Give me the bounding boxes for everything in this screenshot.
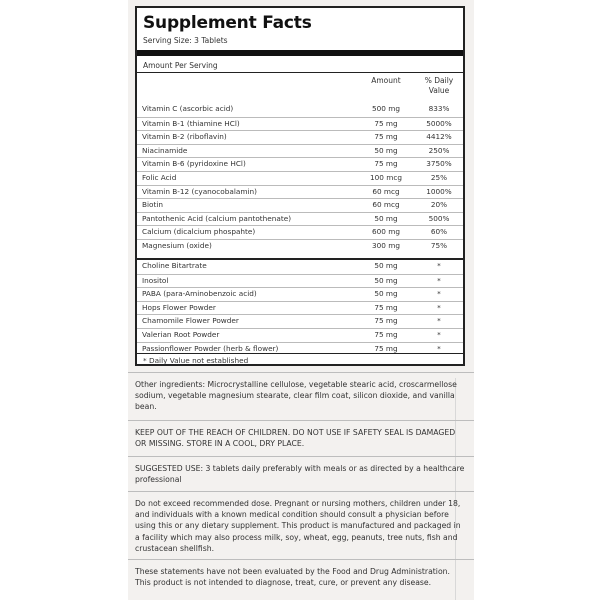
ingredient-daily-value: 250% — [428, 145, 450, 155]
ingredient-name: Vitamin B-12 (cyanocobalamin) — [142, 186, 257, 196]
ingredient-amount: 50 mg — [374, 275, 398, 285]
table-row — [137, 314, 463, 328]
ingredient-daily-value: 5000% — [426, 118, 452, 128]
ingredient-amount: 60 mcg — [372, 186, 400, 196]
ingredient-daily-value: * — [437, 289, 441, 299]
caution-text: Do not exceed recommended dose. Pregnant or nursing mothers, children under 18, and individuals with a known medical condition should consult a physician before using this or any dietary supplement. This product is manufactured and packaged in a facility which may also process milk, soy, wheat, egg, peanuts, tree nuts, fish and crustacean shellfish. — [135, 499, 461, 553]
ingredient-daily-value: * — [437, 316, 441, 326]
table-row — [137, 198, 463, 212]
table-row — [137, 301, 463, 315]
ingredient-name: Calcium (dicalcium phospahte) — [142, 227, 256, 237]
separator — [128, 456, 474, 457]
ingredient-name: Vitamin B-2 (riboflavin) — [142, 132, 227, 142]
ingredient-amount: 100 mcg — [370, 173, 402, 182]
serving-size: Serving Size: 3 Tablets — [143, 36, 228, 45]
ingredient-amount: 50 mg — [374, 289, 398, 299]
ingredient-amount: 75 mg — [374, 316, 398, 326]
ingredient-daily-value: * — [437, 330, 441, 339]
ingredient-daily-value: 500% — [428, 213, 450, 223]
panel-title: Supplement Facts — [143, 13, 312, 33]
ingredient-amount: 75 mg — [374, 159, 398, 169]
daily-value-footnote: * Daily Value not established — [143, 356, 249, 365]
table-row — [137, 328, 463, 342]
ingredient-amount: 50 mg — [374, 213, 398, 223]
table-row — [137, 274, 463, 288]
separator — [128, 420, 474, 421]
daily-value-header-line1: % Daily — [424, 76, 454, 85]
ingredient-name: Inositol — [142, 275, 169, 285]
table-row — [137, 287, 463, 301]
ingredient-daily-value: 60% — [430, 227, 448, 237]
table-row — [137, 157, 463, 171]
ingredient-name: Magnesium (oxide) — [142, 241, 212, 250]
table-row — [137, 225, 463, 239]
ingredient-name: Vitamin C (ascorbic acid) — [142, 104, 234, 113]
ingredient-amount: 500 mg — [372, 104, 400, 113]
ingredient-daily-value: 833% — [428, 104, 450, 113]
table-row — [137, 144, 463, 158]
table-row — [137, 171, 463, 185]
ingredient-daily-value: 20% — [430, 200, 448, 210]
fda-statement-text: These statements have not been evaluated by the Food and Drug Administration. This product is not intended to diagnose, treat, cure, or prevent any disease. — [135, 567, 450, 588]
other-ingredients-text: Other ingredients: Microcrystalline cellulose, vegetable stearic acid, croscarmellose sodium, vegetable magnesium stearate, clear film coat, silicon dioxide, and vanilla bean. — [135, 380, 457, 412]
ingredient-amount: 600 mg — [372, 227, 400, 237]
ingredient-amount: 75 mg — [374, 132, 398, 142]
ingredient-name: Pantothenic Acid (calcium pantothenate) — [142, 213, 292, 223]
ingredient-amount: 50 mg — [374, 261, 398, 270]
table-row — [137, 103, 463, 117]
thick-divider — [137, 50, 463, 56]
daily-value-column-header — [419, 76, 459, 95]
ingredient-daily-value: * — [437, 343, 441, 353]
ingredient-amount: 300 mg — [372, 241, 400, 250]
ingredient-daily-value: 3750% — [426, 159, 452, 169]
ingredient-name: Hops Flower Powder — [142, 302, 216, 312]
ingredient-daily-value: * — [437, 261, 441, 270]
separator — [128, 491, 474, 492]
ingredient-amount: 75 mg — [374, 330, 398, 339]
ingredient-name: Chamomile Flower Powder — [142, 316, 239, 326]
supplement-facts-panel — [135, 6, 465, 366]
ingredient-amount: 75 mg — [374, 343, 398, 353]
ingredient-amount: 50 mg — [374, 145, 398, 155]
ingredient-name: Valerian Root Powder — [142, 330, 220, 339]
table-row — [137, 260, 463, 274]
ingredient-name: Choline Bitartrate — [142, 261, 207, 270]
amount-column-header: Amount — [371, 76, 401, 85]
warning-text: KEEP OUT OF THE REACH OF CHILDREN. DO NOT USE IF SAFETY SEAL IS DAMAGED OR MISSING. STORE IN A COOL, DRY PLACE. — [135, 428, 456, 449]
table-row — [137, 239, 463, 253]
table-row — [137, 185, 463, 199]
ingredient-daily-value: 1000% — [426, 186, 452, 196]
ingredient-amount: 75 mg — [374, 118, 398, 128]
ingredient-amount: 75 mg — [374, 302, 398, 312]
amount-per-serving: Amount Per Serving — [143, 61, 218, 70]
ingredient-name: Folic Acid — [142, 173, 177, 182]
separator — [128, 559, 474, 560]
ingredient-name: Vitamin B-1 (thiamine HCl) — [142, 118, 240, 128]
table-row — [137, 117, 463, 131]
ingredient-daily-value: * — [437, 275, 441, 285]
ingredient-name: Vitamin B-6 (pyridoxine HCl) — [142, 159, 246, 169]
header-divider — [137, 72, 463, 73]
suggested-use-text: SUGGESTED USE: 3 tablets daily preferably with meals or as directed by a healthcare professional — [135, 464, 465, 485]
ingredient-daily-value: * — [437, 302, 441, 312]
ingredient-name: PABA (para-Aminobenzoic acid) — [142, 289, 257, 299]
ingredient-amount: 60 mcg — [372, 200, 400, 210]
table-row — [137, 212, 463, 226]
ingredient-name: Niacinamide — [142, 145, 188, 155]
separator — [128, 372, 474, 373]
footnote-divider — [137, 353, 463, 354]
daily-value-header-line2: Value — [428, 85, 450, 95]
ingredient-name: Biotin — [142, 200, 164, 210]
ingredient-name: Passionflower Powder (herb & flower) — [142, 343, 279, 353]
table-row — [137, 130, 463, 144]
ingredient-daily-value: 25% — [430, 173, 448, 182]
ingredient-daily-value: 75% — [430, 241, 448, 250]
ingredient-daily-value: 4412% — [426, 132, 452, 142]
